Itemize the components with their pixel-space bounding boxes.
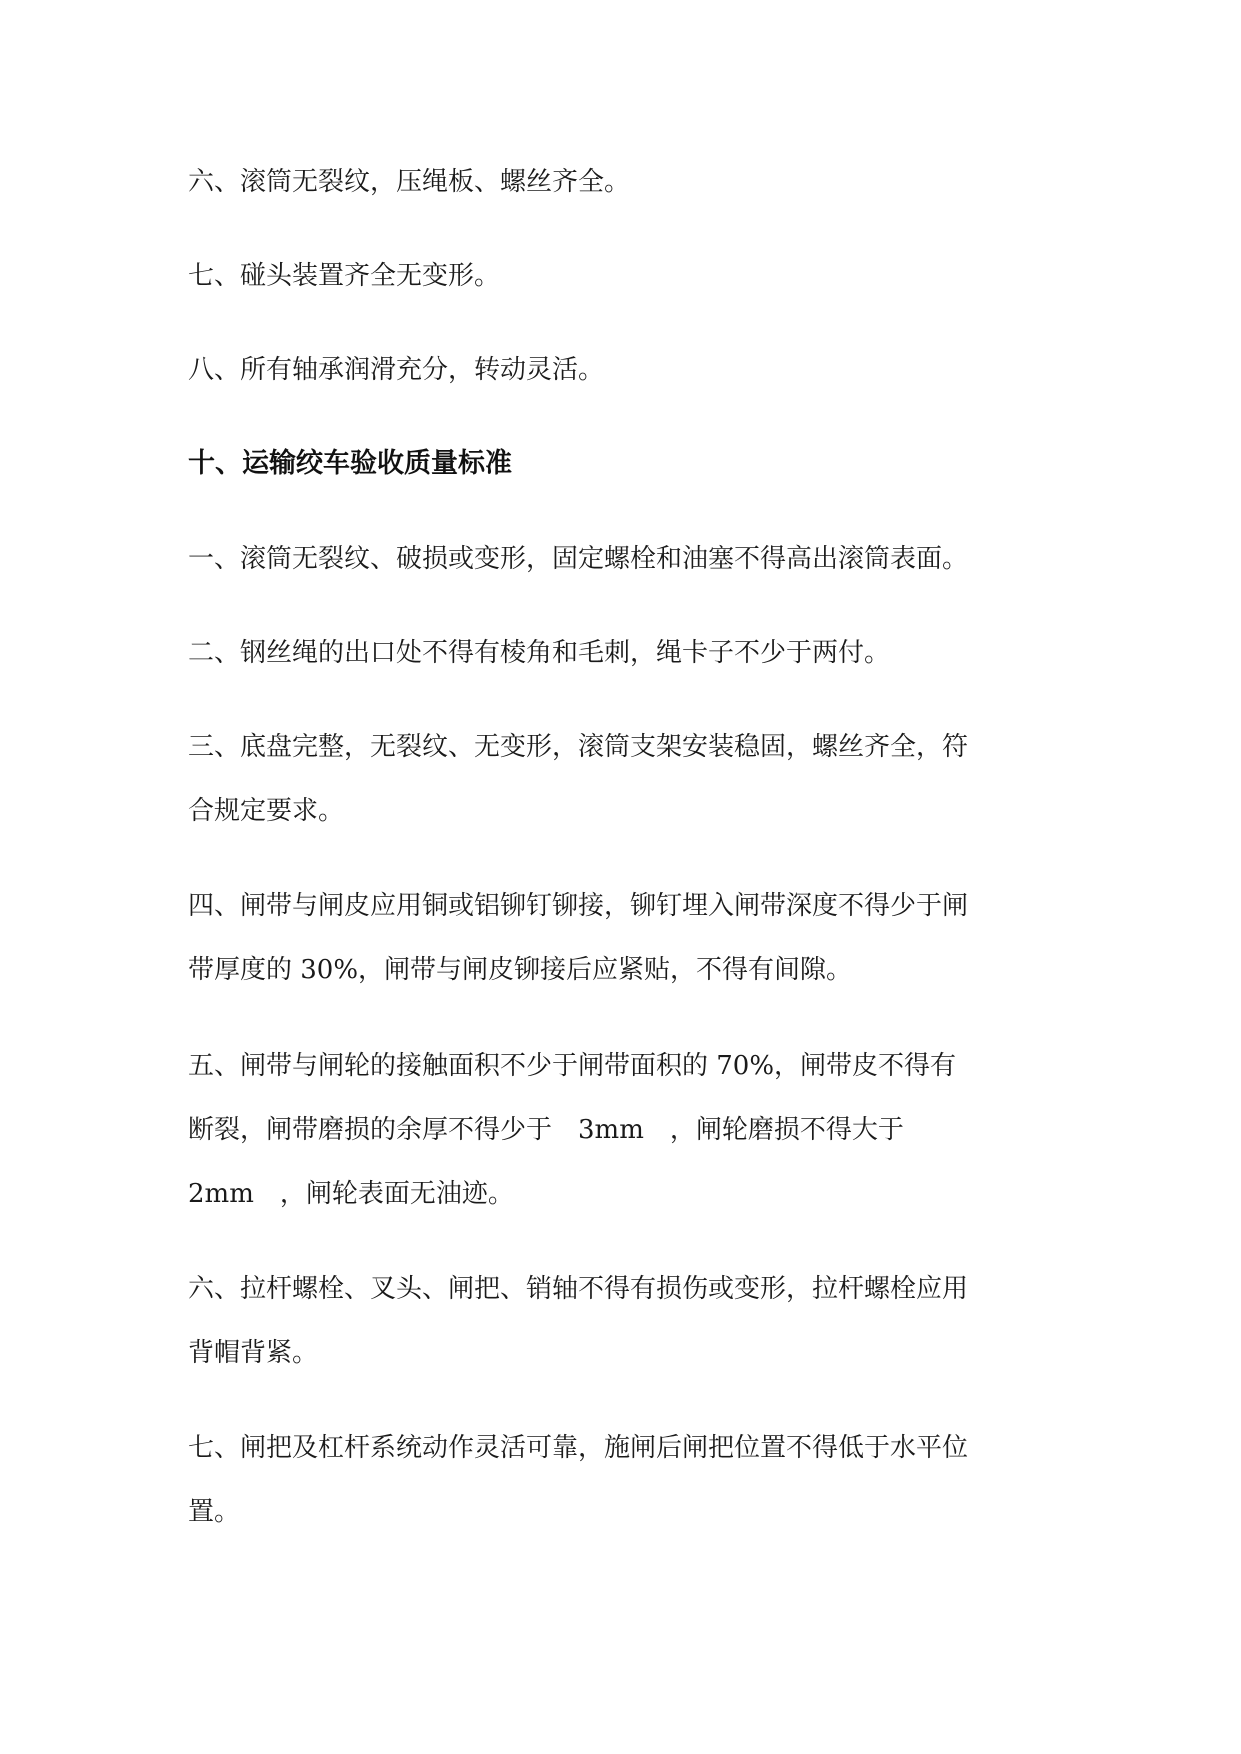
heading-text: 十、运输绞车验收质量标准	[188, 448, 512, 479]
text-line: 六、滚筒无裂纹，压绳板、螺丝齐全。	[188, 167, 631, 197]
paragraph-item-6-drum	[188, 150, 1058, 214]
paragraph-item-2-rope-exit	[188, 621, 1058, 685]
text-line: 四、闸带与闸皮应用铜或铝铆钉铆接，铆钉埋入闸带深度不得少于闸	[188, 891, 969, 921]
text-line: 置。	[188, 1497, 241, 1527]
paragraph-item-3-chassis	[188, 715, 1058, 843]
text-line: 六、拉杆螺栓、叉头、闸把、销轴不得有损伤或变形，拉杆螺栓应用	[188, 1274, 969, 1304]
section-heading	[188, 432, 1058, 496]
text-line: 2mm ，闸轮表面无油迹。	[188, 1179, 514, 1209]
paragraph-item-1-drum	[188, 527, 1058, 591]
text-line: 七、碰头装置齐全无变形。	[188, 261, 501, 291]
paragraph-item-8-bearings	[188, 338, 1058, 402]
paragraph-item-4-brake-band-rivets	[188, 874, 1058, 1002]
text-line: 带厚度的 30%，闸带与闸皮铆接后应紧贴，不得有间隙。	[188, 955, 853, 985]
text-line: 五、闸带与闸轮的接触面积不少于闸带面积的 70%，闸带皮不得有	[188, 1051, 957, 1081]
paragraph-item-6-tie-rods	[188, 1257, 1058, 1385]
paragraph-item-5-brake-contact	[188, 1034, 1058, 1226]
text-line: 一、滚筒无裂纹、破损或变形，固定螺栓和油塞不得高出滚筒表面。	[188, 544, 969, 574]
text-line: 断裂，闸带磨损的余厚不得少于 3mm ，闸轮磨损不得大于	[188, 1115, 904, 1145]
text-line: 合规定要求。	[188, 796, 345, 826]
text-line: 二、钢丝绳的出口处不得有棱角和毛刺，绳卡子不少于两付。	[188, 638, 891, 668]
paragraph-item-7-buffer	[188, 244, 1058, 308]
text-line: 八、所有轴承润滑充分，转动灵活。	[188, 355, 605, 385]
text-line: 七、闸把及杠杆系统动作灵活可靠，施闸后闸把位置不得低于水平位	[188, 1433, 969, 1463]
paragraph-item-7-brake-lever	[188, 1416, 1058, 1544]
text-line: 三、底盘完整，无裂纹、无变形，滚筒支架安装稳固，螺丝齐全，符	[188, 732, 969, 762]
text-line: 背帽背紧。	[188, 1338, 319, 1368]
